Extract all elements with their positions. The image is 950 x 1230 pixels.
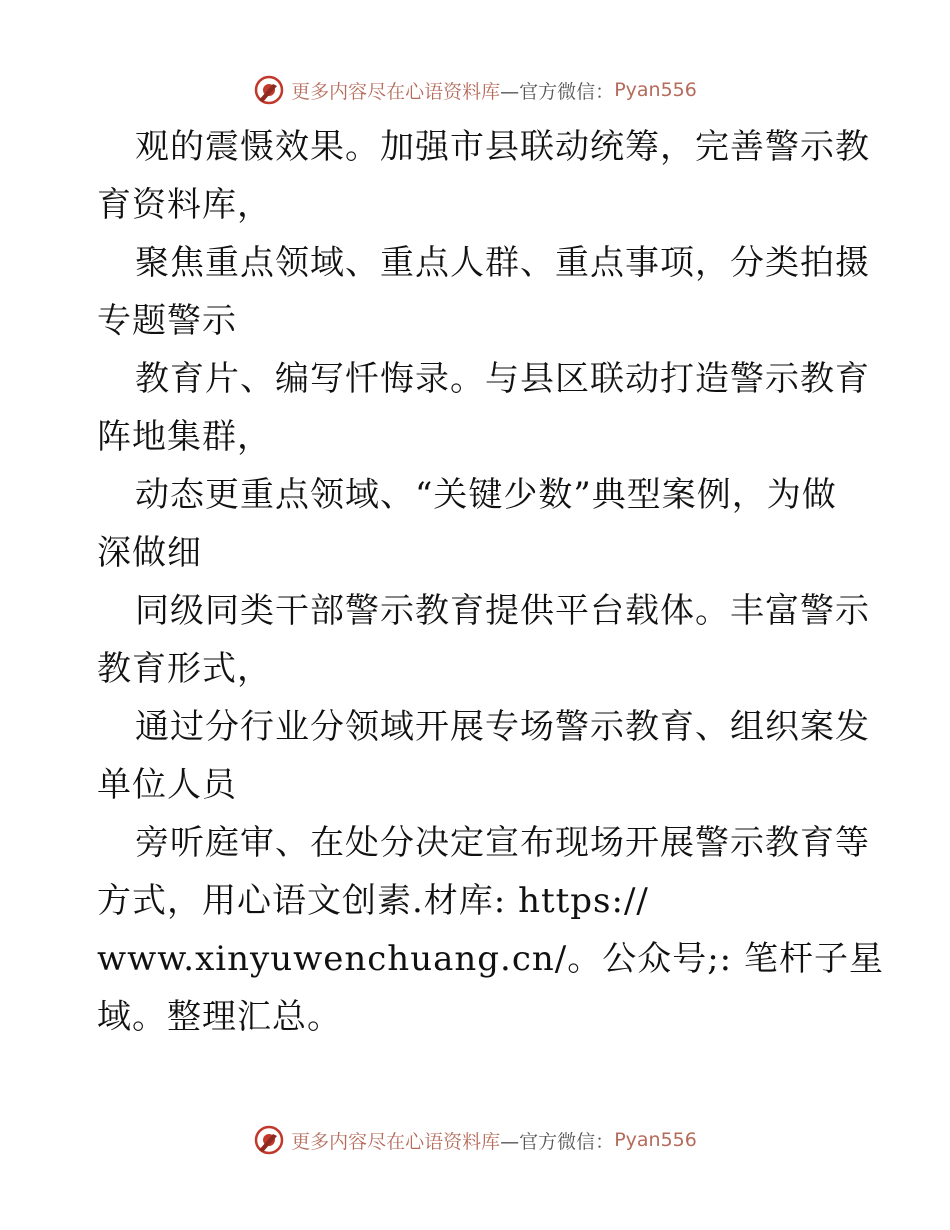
brush-seal-logo-icon bbox=[253, 1124, 285, 1156]
text-line: 方式，用心语文创素.材库: https:// bbox=[97, 881, 649, 921]
text-line: 聚焦重点领域、重点人群、重点事项，分类拍摄 bbox=[135, 243, 870, 283]
watermark-wechat-id: Pyan556 bbox=[614, 1129, 697, 1151]
text-line: 育资料库， bbox=[97, 185, 272, 225]
text-line: 阵地集群， bbox=[97, 417, 272, 457]
text-line: 深做细 bbox=[97, 533, 202, 573]
text-line: 旁听庭审、在处分决定宣布现场开展警示教育等 bbox=[135, 823, 870, 863]
watermark-official-label: —官方微信： bbox=[500, 80, 615, 103]
document-body bbox=[97, 118, 884, 1046]
header-watermark bbox=[0, 70, 950, 110]
text-line: www.xinyuwenchuang.cn/。公众号;: 笔杆子星 bbox=[97, 939, 884, 979]
text-line: 专题警示 bbox=[97, 301, 237, 341]
text-line: 教育形式， bbox=[97, 649, 272, 689]
watermark-wechat-id: Pyan556 bbox=[614, 79, 697, 101]
footer-watermark bbox=[0, 1120, 950, 1160]
watermark-main-text: 更多内容尽在心语资料库 bbox=[291, 80, 501, 103]
text-line: 同级同类干部警示教育提供平台载体。丰富警示 bbox=[135, 591, 870, 631]
brush-seal-logo-icon bbox=[253, 74, 285, 106]
text-line: 教育片、编写忏悔录。与县区联动打造警示教育 bbox=[135, 359, 870, 399]
text-line: 通过分行业分领域开展专场警示教育、组织案发 bbox=[135, 707, 870, 747]
text-line: 观的震慑效果。加强市县联动统筹，完善警示教 bbox=[135, 127, 870, 167]
text-line: 域。整理汇总。 bbox=[97, 997, 342, 1037]
text-line: 动态更重点领域、“关键少数”典型案例，为做 bbox=[135, 475, 837, 515]
watermark-main-text: 更多内容尽在心语资料库 bbox=[291, 1130, 501, 1153]
watermark-official-label: —官方微信： bbox=[500, 1130, 615, 1153]
text-line: 单位人员 bbox=[97, 765, 237, 805]
